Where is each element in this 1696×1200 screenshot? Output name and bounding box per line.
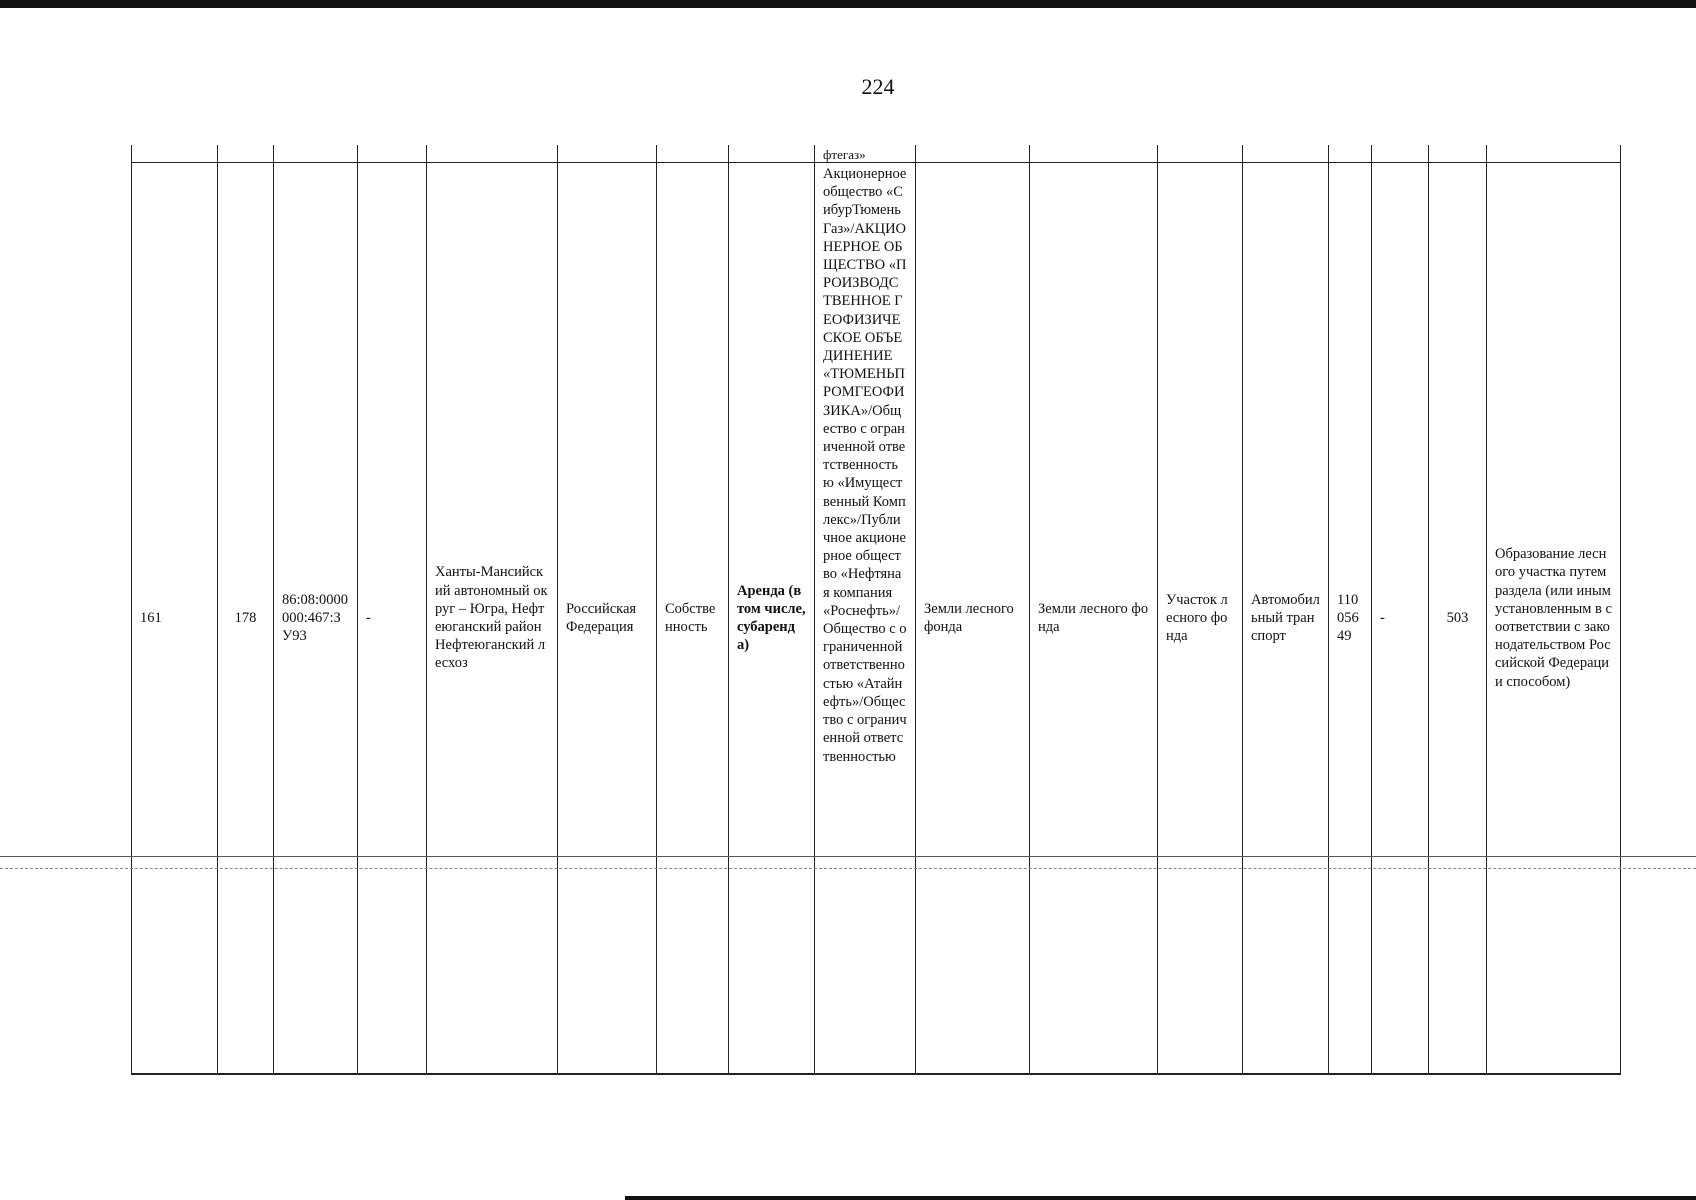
- prev-cell: [1487, 145, 1621, 163]
- cadastral-number-cell: 86:08:0000000:467:ЗУ93: [274, 163, 358, 1075]
- prev-cell: [657, 145, 729, 163]
- prev-cell: [274, 145, 358, 163]
- prev-cell: [1372, 145, 1429, 163]
- table-row: [132, 163, 1621, 1075]
- land-registry-table: [131, 145, 1621, 1075]
- record-number-cell: 161: [132, 163, 218, 1075]
- scan-border-bottom: [625, 1196, 1696, 1200]
- prev-cell: [427, 145, 558, 163]
- object-code-cell: 11005649: [1329, 163, 1372, 1075]
- location-cell: Ханты-Мансийский автономный округ – Югра, Нефтеюганский район Нефтеюганский лесхоз: [427, 163, 558, 1075]
- prev-cell: [1329, 145, 1372, 163]
- prev-cell: [916, 145, 1030, 163]
- prev-cell: [558, 145, 657, 163]
- land-category-cell: Земли лесного фонда: [916, 163, 1030, 1075]
- prev-cell: [729, 145, 815, 163]
- scan-fold-line: [0, 868, 1696, 869]
- previous-number-cell: -: [358, 163, 427, 1075]
- extra-cell: -: [1372, 163, 1429, 1075]
- permitted-use-cell: Земли лесного фонда: [1030, 163, 1158, 1075]
- prev-cell: [1158, 145, 1243, 163]
- owner-cell: Российская Федерация: [558, 163, 657, 1075]
- prev-cell: [1030, 145, 1158, 163]
- prev-cell: [132, 145, 218, 163]
- previous-row-continuation: [132, 145, 1621, 163]
- prev-cell: [1243, 145, 1329, 163]
- area-cell: 503: [1429, 163, 1487, 1075]
- land-type-cell: Участок лесного фонда: [1158, 163, 1243, 1075]
- encumbrance-cell: Аренда (в том числе, субаренда): [729, 163, 815, 1075]
- page-number: 224: [861, 74, 895, 99]
- formation-method-cell: Образование лесного участка путем раздела (или иным установленным в соответствии с законодательством Российской Федерации способом): [1487, 163, 1621, 1075]
- scan-fold-line: [0, 856, 1696, 857]
- prev-cell: [358, 145, 427, 163]
- rightholder-cell: Акционерное общество «СибурТюменьГаз»/АКЦИОНЕРНОЕ ОБЩЕСТВО «ПРОИЗВОДСТВЕННОЕ ГЕОФИЗИЧЕСКОЕ ОБЪЕДИНЕНИЕ «ТЮМЕНЬПРОМГЕОФИЗИКА»/Общество с ограниченной ответственностью «Имущественный Комплекс»/Публичное акционерное общество «Нефтяная компания «Роснефть»/Общество с ограниченной ответственностью «Атайнефть»/Общество с ограниченной ответственностью: [815, 163, 916, 1075]
- sequence-number-cell: 178: [218, 163, 274, 1075]
- right-type-cell: Собственность: [657, 163, 729, 1075]
- prev-cell: [1429, 145, 1487, 163]
- prev-cell: [218, 145, 274, 163]
- prev-rightholder-tail: фтегаз»: [815, 145, 916, 163]
- purpose-cell: Автомобильный транспорт: [1243, 163, 1329, 1075]
- scan-border-top: [0, 0, 1696, 8]
